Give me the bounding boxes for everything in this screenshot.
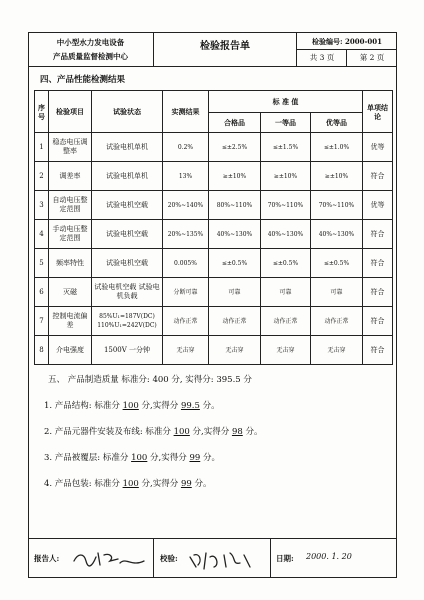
quality-standard-score: 100 <box>131 453 148 463</box>
row-item: 稳态电压调整率 <box>49 133 92 162</box>
row-state: 试验电机单机 <box>92 162 163 191</box>
results-table <box>34 90 393 365</box>
row-pass: 无击穿 <box>209 336 261 365</box>
org-line-1: 中小型水力发电设备 <box>56 38 125 47</box>
row-pass: ≥±10% <box>209 162 261 191</box>
quality-item-prefix: 1. 产品结构: 标准分 <box>44 401 123 411</box>
page-number: 第 2 页 <box>359 53 385 62</box>
row-state: 试验电机空载 <box>92 220 163 249</box>
row-measured: 20%~135% <box>163 220 209 249</box>
quality-actual-score: 99 <box>180 479 192 489</box>
row-state: 试验电机空载 <box>92 191 163 220</box>
row-conclusion: 符合 <box>363 278 393 307</box>
row-measured: 无击穿 <box>163 336 209 365</box>
header-measured: 实测结果 <box>163 91 209 133</box>
quality-item-suffix: 分。 <box>199 401 220 411</box>
row-conclusion: 符合 <box>363 249 393 278</box>
header-grade-first: 一等品 <box>261 113 311 133</box>
footer-divider-left <box>153 538 154 578</box>
quality-item <box>44 452 220 464</box>
row-state: 试验电机单机 <box>92 133 163 162</box>
checker-label: 校验: <box>160 554 178 563</box>
header-seq: 序号 <box>35 91 49 133</box>
footer-top-rule <box>28 538 397 539</box>
row-measured: 分断可靠 <box>163 278 209 307</box>
report-title: 检验报告单 <box>200 41 250 52</box>
header-grade-best: 优等品 <box>311 113 363 133</box>
header-state: 试验状态 <box>92 91 163 133</box>
table-row <box>35 162 393 191</box>
table-row <box>35 278 393 307</box>
quality-item-prefix: 4. 产品包装: 标准分 <box>44 479 123 489</box>
row-measured: 0.005% <box>163 249 209 278</box>
reporter-signature <box>70 543 150 573</box>
row-no: 2 <box>35 162 49 191</box>
row-item: 控制电流偏差 <box>49 307 92 336</box>
row-best: ≤±1.0% <box>311 133 363 162</box>
row-no: 5 <box>35 249 49 278</box>
checker-signature <box>186 543 258 573</box>
header-bottom-rule <box>28 66 397 67</box>
row-best: 40%~130% <box>311 220 363 249</box>
row-first: ≥±10% <box>261 162 311 191</box>
quality-item-mid: 分,实得分 <box>138 401 181 411</box>
quality-standard-score: 100 <box>173 427 190 437</box>
quality-item <box>44 426 262 438</box>
table-row <box>35 336 393 365</box>
row-item: 自动电压整定范围 <box>49 191 92 220</box>
row-no: 7 <box>35 307 49 336</box>
table-row <box>35 220 393 249</box>
row-pass: 40%~130% <box>209 220 261 249</box>
quality-standard-score: 100 <box>122 401 139 411</box>
row-first: 无击穿 <box>261 336 311 365</box>
row-first: ≤±1.5% <box>261 133 311 162</box>
header-conclusion: 单项结论 <box>363 91 393 133</box>
row-measured: 20%~140% <box>163 191 209 220</box>
row-item: 调差率 <box>49 162 92 191</box>
org-line-2: 产品质量监督检测中心 <box>53 52 128 61</box>
header-divider-left <box>153 32 154 66</box>
row-first: 可靠 <box>261 278 311 307</box>
quality-actual-score: 99.5 <box>180 401 200 411</box>
row-pass: 可靠 <box>209 278 261 307</box>
row-item: 介电强度 <box>49 336 92 365</box>
section-4-title: 四、产品性能检测结果 <box>40 75 126 85</box>
row-first: 动作正常 <box>261 307 311 336</box>
quality-item-suffix: 分。 <box>191 479 212 489</box>
row-pass: 动作正常 <box>209 307 261 336</box>
date-value: 2000. 1. 20 <box>306 552 352 561</box>
quality-item-suffix: 分。 <box>242 427 263 437</box>
section-5-title: 五、 产品制造质量 标准分: 400 分, 实得分: 395.5 分 <box>48 375 252 385</box>
date-label: 日期: <box>276 554 294 563</box>
row-no: 1 <box>35 133 49 162</box>
row-no: 8 <box>35 336 49 365</box>
quality-actual-score: 99 <box>189 453 201 463</box>
report-number: 检验编号: 2000-001 <box>311 37 383 46</box>
row-conclusion: 优等 <box>363 133 393 162</box>
row-pass: ≤±2.5% <box>209 133 261 162</box>
row-conclusion: 优等 <box>363 191 393 220</box>
row-item: 频率特性 <box>49 249 92 278</box>
quality-item <box>44 400 220 412</box>
quality-item-mid: 分,实得分 <box>147 453 190 463</box>
row-no: 4 <box>35 220 49 249</box>
row-no: 6 <box>35 278 49 307</box>
row-best: 动作正常 <box>311 307 363 336</box>
quality-item-suffix: 分。 <box>200 453 220 463</box>
quality-item <box>44 478 211 490</box>
quality-item-mid: 分,实得分 <box>189 427 232 437</box>
row-conclusion: 符合 <box>363 220 393 249</box>
row-first: 40%~130% <box>261 220 311 249</box>
table-row <box>35 249 393 278</box>
row-no: 3 <box>35 191 49 220</box>
row-best: ≥±10% <box>311 162 363 191</box>
row-pass: ≤±0.5% <box>209 249 261 278</box>
row-measured: 动作正常 <box>163 307 209 336</box>
row-first: 70%~110% <box>261 191 311 220</box>
reporter-label: 报告人: <box>34 554 60 563</box>
row-best: 70%~110% <box>311 191 363 220</box>
row-state: 85%U₁=187V(DC) 110%U₁=242V(DC) <box>92 307 163 336</box>
quality-item-prefix: 3. 产品被覆层: 标准分 <box>44 453 132 463</box>
row-pass: 80%~110% <box>209 191 261 220</box>
quality-actual-score: 98 <box>231 427 243 437</box>
row-best: 无击穿 <box>311 336 363 365</box>
row-conclusion: 符合 <box>363 162 393 191</box>
row-best: 可靠 <box>311 278 363 307</box>
table-row <box>35 191 393 220</box>
row-item: 灭磁 <box>49 278 92 307</box>
quality-item-prefix: 2. 产品元器件安装及布线: 标准分 <box>44 427 174 437</box>
header-grade-pass: 合格品 <box>209 113 261 133</box>
row-state: 试验电机空载 试验电机负载 <box>92 278 163 307</box>
row-state: 1500V 一分钟 <box>92 336 163 365</box>
row-best: ≤±0.5% <box>311 249 363 278</box>
total-pages: 共 3 页 <box>309 53 335 62</box>
header-item: 检验项目 <box>49 91 92 133</box>
footer-divider-right <box>270 538 271 578</box>
table-row <box>35 133 393 162</box>
header-standard: 标 准 值 <box>209 91 363 113</box>
table-row <box>35 307 393 336</box>
row-state: 试验电机空载 <box>92 249 163 278</box>
row-conclusion: 符合 <box>363 307 393 336</box>
quality-standard-score: 100 <box>122 479 139 489</box>
quality-item-mid: 分,实得分 <box>138 479 181 489</box>
header-page-divider <box>346 49 347 66</box>
row-measured: 13% <box>163 162 209 191</box>
row-first: ≤±0.5% <box>261 249 311 278</box>
row-conclusion: 符合 <box>363 336 393 365</box>
row-item: 手动电压整定范围 <box>49 220 92 249</box>
row-measured: 0.2% <box>163 133 209 162</box>
